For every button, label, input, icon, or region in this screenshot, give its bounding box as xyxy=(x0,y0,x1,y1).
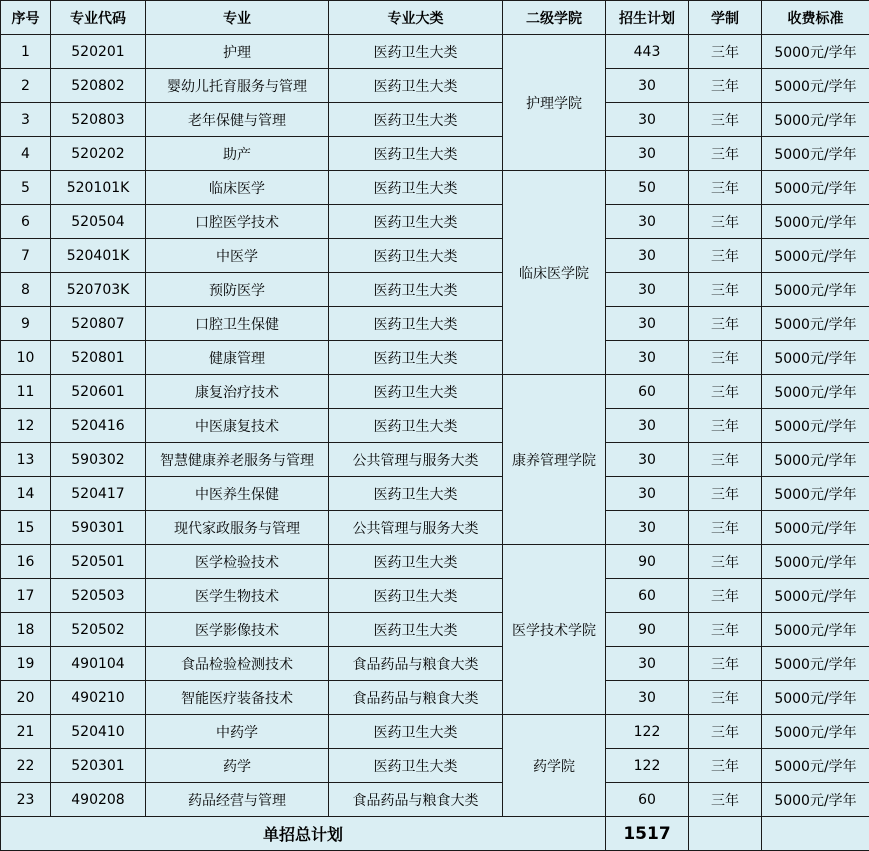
study-duration: 三年 xyxy=(689,69,762,103)
tuition-fee: 5000元/学年 xyxy=(762,579,869,613)
enrollment-plan: 30 xyxy=(606,205,689,239)
major-code: 520301 xyxy=(51,749,146,783)
enrollment-plan: 30 xyxy=(606,681,689,715)
enrollment-plan: 30 xyxy=(606,409,689,443)
study-duration: 三年 xyxy=(689,341,762,375)
major-code: 490208 xyxy=(51,783,146,817)
major-name: 口腔医学技术 xyxy=(146,205,329,239)
major-name: 医学影像技术 xyxy=(146,613,329,647)
row-number: 15 xyxy=(1,511,51,545)
row-number: 10 xyxy=(1,341,51,375)
enrollment-plan: 60 xyxy=(606,579,689,613)
major-category: 医药卫生大类 xyxy=(329,409,503,443)
row-number: 5 xyxy=(1,171,51,205)
enrollment-plan: 122 xyxy=(606,749,689,783)
major-name: 临床医学 xyxy=(146,171,329,205)
major-code: 590302 xyxy=(51,443,146,477)
enrollment-plan: 30 xyxy=(606,443,689,477)
row-number: 22 xyxy=(1,749,51,783)
college-name: 护理学院 xyxy=(503,35,606,171)
major-code: 520601 xyxy=(51,375,146,409)
table-row xyxy=(1,613,869,647)
major-category: 医药卫生大类 xyxy=(329,205,503,239)
major-category: 医药卫生大类 xyxy=(329,171,503,205)
enrollment-plan: 443 xyxy=(606,35,689,69)
header-row xyxy=(1,1,869,35)
total-empty-cell xyxy=(762,817,869,851)
study-duration: 三年 xyxy=(689,375,762,409)
major-category: 食品药品与粮食大类 xyxy=(329,783,503,817)
major-category: 医药卫生大类 xyxy=(329,307,503,341)
major-category: 医药卫生大类 xyxy=(329,579,503,613)
major-name: 医学检验技术 xyxy=(146,545,329,579)
table-row xyxy=(1,681,869,715)
study-duration: 三年 xyxy=(689,409,762,443)
major-category: 食品药品与粮食大类 xyxy=(329,681,503,715)
major-name: 智慧健康养老服务与管理 xyxy=(146,443,329,477)
major-name: 婴幼儿托育服务与管理 xyxy=(146,69,329,103)
major-code: 520416 xyxy=(51,409,146,443)
study-duration: 三年 xyxy=(689,103,762,137)
header-major: 专业 xyxy=(146,1,329,35)
study-duration: 三年 xyxy=(689,715,762,749)
tuition-fee: 5000元/学年 xyxy=(762,69,869,103)
major-name: 食品检验检测技术 xyxy=(146,647,329,681)
enrollment-plan: 30 xyxy=(606,307,689,341)
study-duration: 三年 xyxy=(689,749,762,783)
table-row xyxy=(1,579,869,613)
tuition-fee: 5000元/学年 xyxy=(762,103,869,137)
major-category: 医药卫生大类 xyxy=(329,613,503,647)
major-category: 医药卫生大类 xyxy=(329,103,503,137)
table-row xyxy=(1,511,869,545)
tuition-fee: 5000元/学年 xyxy=(762,273,869,307)
enrollment-plan: 30 xyxy=(606,273,689,307)
tuition-fee: 5000元/学年 xyxy=(762,35,869,69)
enrollment-plan: 60 xyxy=(606,375,689,409)
study-duration: 三年 xyxy=(689,273,762,307)
row-number: 19 xyxy=(1,647,51,681)
major-code: 590301 xyxy=(51,511,146,545)
study-duration: 三年 xyxy=(689,205,762,239)
row-number: 1 xyxy=(1,35,51,69)
major-name: 中医养生保健 xyxy=(146,477,329,511)
enrollment-plan: 30 xyxy=(606,103,689,137)
table-row xyxy=(1,273,869,307)
row-number: 6 xyxy=(1,205,51,239)
major-category: 医药卫生大类 xyxy=(329,69,503,103)
study-duration: 三年 xyxy=(689,681,762,715)
major-name: 药学 xyxy=(146,749,329,783)
major-name: 预防医学 xyxy=(146,273,329,307)
major-name: 药品经营与管理 xyxy=(146,783,329,817)
study-duration: 三年 xyxy=(689,511,762,545)
study-duration: 三年 xyxy=(689,307,762,341)
tuition-fee: 5000元/学年 xyxy=(762,341,869,375)
major-category: 医药卫生大类 xyxy=(329,749,503,783)
table-row xyxy=(1,409,869,443)
major-name: 现代家政服务与管理 xyxy=(146,511,329,545)
tuition-fee: 5000元/学年 xyxy=(762,749,869,783)
major-name: 智能医疗装备技术 xyxy=(146,681,329,715)
major-code: 520410 xyxy=(51,715,146,749)
major-name: 口腔卫生保健 xyxy=(146,307,329,341)
study-duration: 三年 xyxy=(689,545,762,579)
tuition-fee: 5000元/学年 xyxy=(762,375,869,409)
enrollment-plan: 30 xyxy=(606,647,689,681)
row-number: 18 xyxy=(1,613,51,647)
tuition-fee: 5000元/学年 xyxy=(762,511,869,545)
major-name: 老年保健与管理 xyxy=(146,103,329,137)
college-name: 临床医学院 xyxy=(503,171,606,375)
major-name: 中医康复技术 xyxy=(146,409,329,443)
tuition-fee: 5000元/学年 xyxy=(762,783,869,817)
major-code: 520101K xyxy=(51,171,146,205)
study-duration: 三年 xyxy=(689,477,762,511)
major-code: 520807 xyxy=(51,307,146,341)
study-duration: 三年 xyxy=(689,35,762,69)
college-name: 康养管理学院 xyxy=(503,375,606,545)
row-number: 14 xyxy=(1,477,51,511)
tuition-fee: 5000元/学年 xyxy=(762,477,869,511)
tuition-fee: 5000元/学年 xyxy=(762,715,869,749)
row-number: 11 xyxy=(1,375,51,409)
table-row xyxy=(1,647,869,681)
header-duration: 学制 xyxy=(689,1,762,35)
study-duration: 三年 xyxy=(689,239,762,273)
row-number: 16 xyxy=(1,545,51,579)
major-name: 康复治疗技术 xyxy=(146,375,329,409)
major-name: 医学生物技术 xyxy=(146,579,329,613)
row-number: 21 xyxy=(1,715,51,749)
table-row xyxy=(1,35,869,69)
total-row xyxy=(1,817,869,851)
enrollment-plan: 30 xyxy=(606,239,689,273)
enrollment-plan: 90 xyxy=(606,613,689,647)
table-row xyxy=(1,205,869,239)
major-category: 医药卫生大类 xyxy=(329,477,503,511)
row-number: 12 xyxy=(1,409,51,443)
row-number: 13 xyxy=(1,443,51,477)
major-name: 中药学 xyxy=(146,715,329,749)
major-code: 490210 xyxy=(51,681,146,715)
enrollment-plan: 30 xyxy=(606,477,689,511)
tuition-fee: 5000元/学年 xyxy=(762,613,869,647)
enrollment-plan: 30 xyxy=(606,341,689,375)
major-category: 医药卫生大类 xyxy=(329,715,503,749)
major-code: 520703K xyxy=(51,273,146,307)
major-name: 中医学 xyxy=(146,239,329,273)
major-code: 520502 xyxy=(51,613,146,647)
header-fee: 收费标准 xyxy=(762,1,869,35)
table-row xyxy=(1,69,869,103)
row-number: 7 xyxy=(1,239,51,273)
enrollment-plan: 90 xyxy=(606,545,689,579)
college-name: 药学院 xyxy=(503,715,606,817)
table-row xyxy=(1,341,869,375)
enrollment-plan: 30 xyxy=(606,511,689,545)
major-code: 520803 xyxy=(51,103,146,137)
major-name: 助产 xyxy=(146,137,329,171)
table-row xyxy=(1,443,869,477)
major-category: 食品药品与粮食大类 xyxy=(329,647,503,681)
header-code: 专业代码 xyxy=(51,1,146,35)
major-code: 490104 xyxy=(51,647,146,681)
major-code: 520401K xyxy=(51,239,146,273)
tuition-fee: 5000元/学年 xyxy=(762,137,869,171)
major-category: 医药卫生大类 xyxy=(329,239,503,273)
major-code: 520801 xyxy=(51,341,146,375)
study-duration: 三年 xyxy=(689,783,762,817)
tuition-fee: 5000元/学年 xyxy=(762,307,869,341)
total-value: 1517 xyxy=(606,817,689,851)
tuition-fee: 5000元/学年 xyxy=(762,409,869,443)
header-plan: 招生计划 xyxy=(606,1,689,35)
tuition-fee: 5000元/学年 xyxy=(762,239,869,273)
header-category: 专业大类 xyxy=(329,1,503,35)
major-code: 520201 xyxy=(51,35,146,69)
study-duration: 三年 xyxy=(689,647,762,681)
major-category: 公共管理与服务大类 xyxy=(329,443,503,477)
row-number: 17 xyxy=(1,579,51,613)
row-number: 20 xyxy=(1,681,51,715)
college-name: 医学技术学院 xyxy=(503,545,606,715)
header-no: 序号 xyxy=(1,1,51,35)
tuition-fee: 5000元/学年 xyxy=(762,647,869,681)
table-row xyxy=(1,137,869,171)
tuition-fee: 5000元/学年 xyxy=(762,681,869,715)
table-row xyxy=(1,477,869,511)
row-number: 4 xyxy=(1,137,51,171)
major-code: 520802 xyxy=(51,69,146,103)
major-category: 医药卫生大类 xyxy=(329,137,503,171)
enrollment-plan: 50 xyxy=(606,171,689,205)
table-row xyxy=(1,375,869,409)
row-number: 2 xyxy=(1,69,51,103)
enrollment-plan: 60 xyxy=(606,783,689,817)
tuition-fee: 5000元/学年 xyxy=(762,545,869,579)
study-duration: 三年 xyxy=(689,579,762,613)
major-code: 520503 xyxy=(51,579,146,613)
major-code: 520504 xyxy=(51,205,146,239)
tuition-fee: 5000元/学年 xyxy=(762,171,869,205)
major-category: 医药卫生大类 xyxy=(329,375,503,409)
row-number: 3 xyxy=(1,103,51,137)
table-row xyxy=(1,783,869,817)
total-empty-cell xyxy=(689,817,762,851)
enrollment-plan: 30 xyxy=(606,69,689,103)
row-number: 9 xyxy=(1,307,51,341)
study-duration: 三年 xyxy=(689,137,762,171)
table-row xyxy=(1,103,869,137)
major-code: 520417 xyxy=(51,477,146,511)
table-row xyxy=(1,749,869,783)
tuition-fee: 5000元/学年 xyxy=(762,205,869,239)
major-name: 健康管理 xyxy=(146,341,329,375)
table-row xyxy=(1,715,869,749)
study-duration: 三年 xyxy=(689,613,762,647)
major-code: 520501 xyxy=(51,545,146,579)
major-category: 医药卫生大类 xyxy=(329,273,503,307)
row-number: 23 xyxy=(1,783,51,817)
major-category: 医药卫生大类 xyxy=(329,35,503,69)
major-code: 520202 xyxy=(51,137,146,171)
table-row xyxy=(1,307,869,341)
table-row xyxy=(1,239,869,273)
tuition-fee: 5000元/学年 xyxy=(762,443,869,477)
table-row xyxy=(1,171,869,205)
major-category: 医药卫生大类 xyxy=(329,545,503,579)
major-category: 公共管理与服务大类 xyxy=(329,511,503,545)
header-college: 二级学院 xyxy=(503,1,606,35)
enrollment-plan: 30 xyxy=(606,137,689,171)
study-duration: 三年 xyxy=(689,443,762,477)
major-category: 医药卫生大类 xyxy=(329,341,503,375)
study-duration: 三年 xyxy=(689,171,762,205)
table-row xyxy=(1,545,869,579)
major-name: 护理 xyxy=(146,35,329,69)
total-label: 单招总计划 xyxy=(1,817,606,851)
enrollment-plan: 122 xyxy=(606,715,689,749)
row-number: 8 xyxy=(1,273,51,307)
